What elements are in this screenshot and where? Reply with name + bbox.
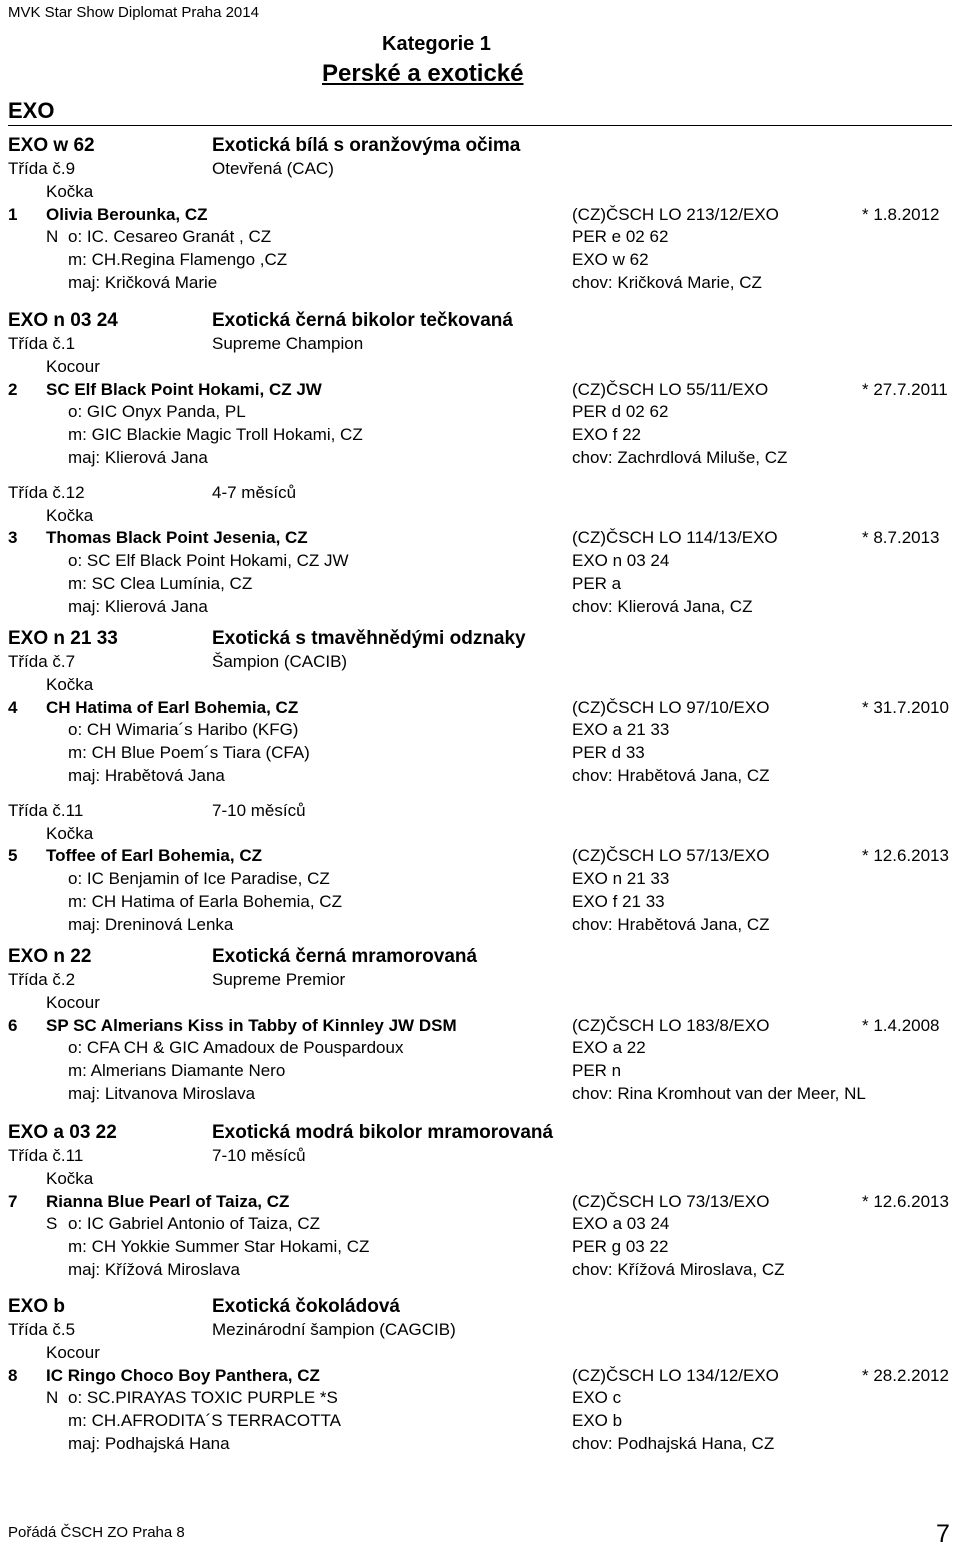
owner-line: maj: Litvanova Miroslava <box>68 1084 256 1103</box>
cat-name: Olivia Berounka, CZ <box>46 204 208 224</box>
sex-label: Kocour <box>46 356 100 376</box>
mother-ems-code: EXO f 22 <box>572 425 641 445</box>
cat-name: SC Elf Black Point Hokami, CZ JW <box>46 379 322 399</box>
registration-number: (CZ)ČSCH LO 57/13/EXO <box>572 846 770 866</box>
mother-ems-code: PER a <box>572 574 622 593</box>
mother-ems-code: EXO w 62 <box>572 250 649 270</box>
mother-ems-code: EXO b <box>572 1411 623 1431</box>
owner-line: maj: Klierová Jana <box>68 448 208 467</box>
breeder-line: chov: Hrabětová Jana, CZ <box>572 766 770 785</box>
entry-number: 7 <box>8 1191 18 1211</box>
breed-heading: EXO <box>8 98 55 123</box>
father-ems-code: EXO c <box>572 1388 622 1408</box>
registration-number: (CZ)ČSCH LO 213/12/EXO <box>572 204 779 224</box>
ems-code: EXO w 62 <box>8 135 95 156</box>
mother-line: m: SC Clea Lumínia, CZ <box>68 574 253 593</box>
class-number: Třída č.7 <box>8 652 76 671</box>
birth-date: * 28.2.2012 <box>862 1365 949 1385</box>
father-title-prefix: S <box>46 1214 58 1234</box>
color-name: Exotická s tmavěhnědými odznaky <box>212 628 526 649</box>
class-number: Třída č.2 <box>8 970 76 989</box>
father-line: o: IC. Cesareo Granát , CZ <box>68 227 272 247</box>
entry-number: 2 <box>8 379 18 399</box>
entry-number: 6 <box>8 1015 18 1035</box>
breeder-line: chov: Rina Kromhout van der Meer, NL <box>572 1084 866 1103</box>
birth-date: * 1.8.2012 <box>862 204 940 224</box>
mother-line: m: Almerians Diamante Nero <box>68 1061 286 1081</box>
ems-code: EXO n 21 33 <box>8 628 118 649</box>
father-ems-code: EXO a 22 <box>572 1038 646 1058</box>
color-name: Exotická modrá bikolor mramorovaná <box>212 1122 554 1143</box>
mother-ems-code: PER g 03 22 <box>572 1237 669 1257</box>
class-number: Třída č.1 <box>8 334 76 353</box>
father-ems-code: EXO a 21 33 <box>572 720 670 740</box>
ems-code: EXO n 22 <box>8 946 92 967</box>
father-ems-code: EXO n 03 24 <box>572 551 670 571</box>
footer-organizer: Pořádá ČSCH ZO Praha 8 <box>8 1524 185 1541</box>
mother-line: m: CH Blue Poem´s Tiara (CFA) <box>68 743 310 763</box>
mother-line: m: CH Yokkie Summer Star Hokami, CZ <box>68 1237 370 1257</box>
class-title: Supreme Premior <box>212 970 346 989</box>
class-title: 4-7 měsíců <box>212 482 297 502</box>
mother-ems-code: PER n <box>572 1061 622 1081</box>
father-line: o: GIC Onyx Panda, PL <box>68 402 246 422</box>
registration-number: (CZ)ČSCH LO 73/13/EXO <box>572 1191 770 1211</box>
father-ems-code: PER e 02 62 <box>572 227 669 247</box>
color-name: Exotická černá mramorovaná <box>212 946 478 967</box>
breeder-line: chov: Hrabětová Jana, CZ <box>572 914 770 934</box>
owner-line: maj: Klierová Jana <box>68 596 208 616</box>
father-ems-code: EXO n 21 33 <box>572 869 670 889</box>
birth-date: * 8.7.2013 <box>862 528 940 548</box>
mother-line: m: CH.Regina Flamengo ,CZ <box>68 250 288 270</box>
entry-number: 1 <box>8 204 18 224</box>
owner-line: maj: Kričková Marie <box>68 273 218 292</box>
registration-number: (CZ)ČSCH LO 97/10/EXO <box>572 697 770 717</box>
father-title-prefix: N <box>46 1388 59 1408</box>
class-title: 7-10 měsíců <box>212 1146 306 1165</box>
sex-label: Kočka <box>46 1168 94 1188</box>
entry-number: 5 <box>8 846 18 866</box>
birth-date: * 27.7.2011 <box>862 379 948 399</box>
breeder-line: chov: Kričková Marie, CZ <box>572 273 762 292</box>
father-line: o: SC Elf Black Point Hokami, CZ JW <box>68 551 349 571</box>
header-rule <box>8 125 952 126</box>
father-ems-code: EXO a 03 24 <box>572 1214 670 1234</box>
page-number: 7 <box>936 1520 950 1548</box>
mother-ems-code: PER d 33 <box>572 743 645 763</box>
mother-ems-code: EXO f 21 33 <box>572 892 665 911</box>
entry-number: 4 <box>8 697 18 717</box>
sex-label: Kocour <box>46 1342 100 1362</box>
registration-number: (CZ)ČSCH LO 134/12/EXO <box>572 1365 779 1385</box>
owner-line: maj: Podhajská Hana <box>68 1434 230 1453</box>
owner-line: maj: Dreninová Lenka <box>68 914 234 934</box>
class-number: Třída č.11 <box>8 1146 84 1165</box>
entry-number: 3 <box>8 528 18 548</box>
breeder-line: chov: Zachrdlová Miluše, CZ <box>572 448 788 467</box>
breeder-line: chov: Klierová Jana, CZ <box>572 596 753 616</box>
breeder-line: chov: Křížová Miroslava, CZ <box>572 1260 785 1279</box>
cat-name: CH Hatima of Earl Bohemia, CZ <box>46 697 299 717</box>
father-line: o: IC Benjamin of Ice Paradise, CZ <box>68 869 330 889</box>
cat-name: SP SC Almerians Kiss in Tabby of Kinnley JW DSM <box>46 1015 457 1035</box>
birth-date: * 12.6.2013 <box>862 1191 949 1211</box>
registration-number: (CZ)ČSCH LO 183/8/EXO <box>572 1015 770 1035</box>
cat-name: Toffee of Earl Bohemia, CZ <box>46 846 262 866</box>
birth-date: * 31.7.2010 <box>862 697 949 717</box>
class-title: Mezinárodní šampion (CAGCIB) <box>212 1320 456 1339</box>
ems-code: EXO b <box>8 1296 66 1317</box>
cat-name: Rianna Blue Pearl of Taiza, CZ <box>46 1191 290 1211</box>
class-title: Šampion (CACIB) <box>212 652 348 671</box>
sex-label: Kočka <box>46 823 94 843</box>
class-title: Supreme Champion <box>212 334 364 353</box>
cat-name: IC Ringo Choco Boy Panthera, CZ <box>46 1365 320 1385</box>
father-line: o: CFA CH & GIC Amadoux de Pouspardoux <box>68 1038 404 1058</box>
sex-label: Kočka <box>46 181 94 201</box>
breeder-line: chov: Podhajská Hana, CZ <box>572 1434 775 1453</box>
class-number: Třída č.12 <box>8 482 85 502</box>
registration-number: (CZ)ČSCH LO 114/13/EXO <box>572 528 778 548</box>
cat-name: Thomas Black Point Jesenia, CZ <box>46 528 308 548</box>
sex-label: Kocour <box>46 992 100 1012</box>
category-title: Perské a exotické <box>322 60 524 87</box>
category-number: Kategorie 1 <box>382 33 491 55</box>
class-number: Třída č.5 <box>8 1320 76 1339</box>
father-line: o: SC.PIRAYAS TOXIC PURPLE *S <box>68 1388 338 1408</box>
father-line: o: IC Gabriel Antonio of Taiza, CZ <box>68 1214 320 1234</box>
ems-code: EXO n 03 24 <box>8 310 118 331</box>
registration-number: (CZ)ČSCH LO 55/11/EXO <box>572 379 769 399</box>
father-title-prefix: N <box>46 227 59 247</box>
class-title: Otevřená (CAC) <box>212 159 334 178</box>
mother-line: m: GIC Blackie Magic Troll Hokami, CZ <box>68 425 363 445</box>
color-name: Exotická čokoládová <box>212 1296 400 1317</box>
owner-line: maj: Křížová Miroslava <box>68 1260 240 1279</box>
class-number: Třída č.11 <box>8 800 84 820</box>
mother-line: m: CH.AFRODITA´S TERRACOTTA <box>68 1411 341 1431</box>
sex-label: Kočka <box>46 505 94 525</box>
owner-line: maj: Hrabětová Jana <box>68 766 225 785</box>
show-header: MVK Star Show Diplomat Praha 2014 <box>8 4 259 21</box>
ems-code: EXO a 03 22 <box>8 1122 117 1143</box>
father-line: o: CH Wimaria´s Haribo (KFG) <box>68 720 299 740</box>
father-ems-code: PER d 02 62 <box>572 402 669 422</box>
color-name: Exotická bílá s oranžovýma očima <box>212 135 521 156</box>
mother-line: m: CH Hatima of Earla Bohemia, CZ <box>68 892 342 911</box>
entry-number: 8 <box>8 1365 18 1385</box>
color-name: Exotická černá bikolor tečkovaná <box>212 310 513 331</box>
birth-date: * 12.6.2013 <box>862 846 949 866</box>
class-title: 7-10 měsíců <box>212 800 306 820</box>
class-number: Třída č.9 <box>8 159 76 178</box>
birth-date: * 1.4.2008 <box>862 1015 940 1035</box>
sex-label: Kočka <box>46 674 94 694</box>
